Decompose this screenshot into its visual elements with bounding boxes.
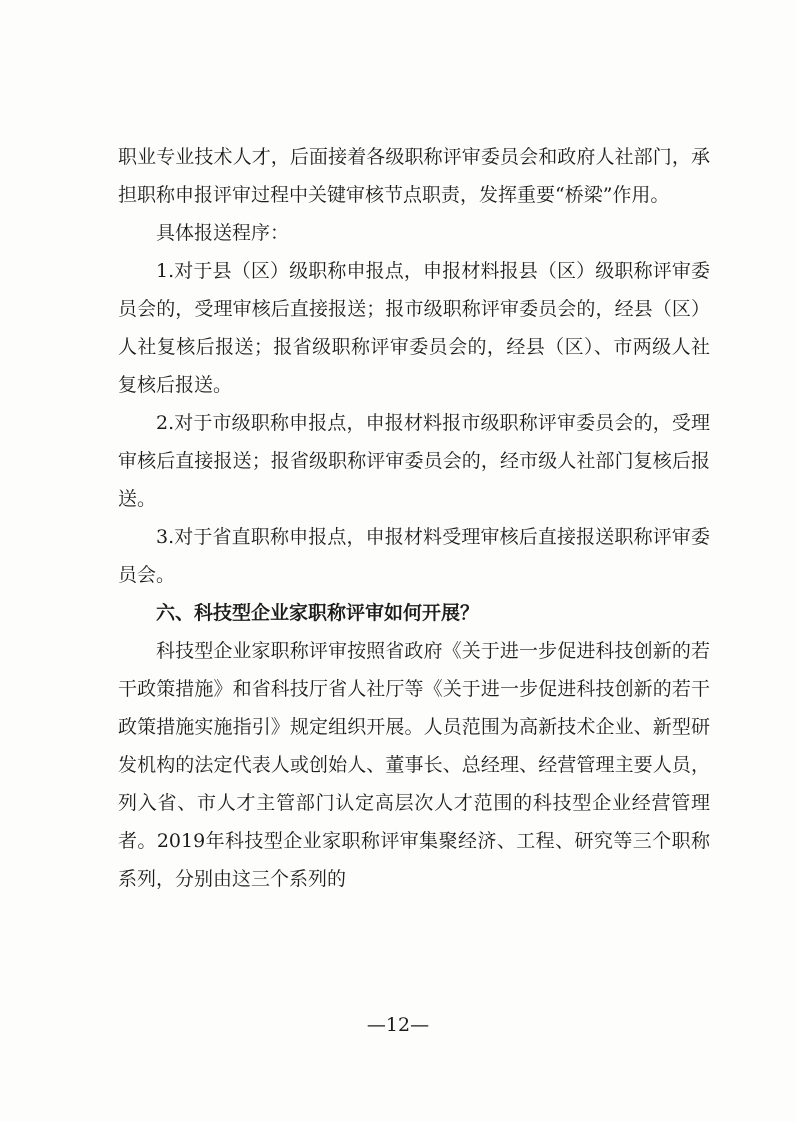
body-text: [118, 138, 710, 898]
paragraph-section-body: 科技型企业家职称评审按照省政府《关于进一步促进科技创新的若干政策措施》和省科技厅省人社厅等《关于进一步促进科技创新的若干政策措施实施指引》规定组织开展。人员范围为高新技术企业、新型研发机构的法定代表人或创始人、董事长、总经理、经营管理主要人员，列入省、市人才主管部门认定高层次人才范围的科技型企业经营管理者。2019年科技型企业家职称评审集聚经济、工程、研究等三个职称系列，分别由这三个系列的: [118, 640, 710, 890]
paragraph-continuation: 职业专业技术人才，后面接着各级职称评审委员会和政府人社部门，承担职称申报评审过程中关键审核节点职责，发挥重要“桥梁”作用。: [118, 146, 710, 206]
page-number: —12—: [366, 1014, 430, 1036]
paragraph-item-1: 1.对于县（区）级职称申报点，申报材料报县（区）级职称评审委员会的，受理审核后直接报送；报市级职称评审委员会的，经县（区）人社复核后报送；报省级职称评审委员会的，经县（区）、市两级人社复核后报送。: [118, 260, 710, 396]
paragraph-item-2: 2.对于市级职称申报点，申报材料报市级职称评审委员会的，受理审核后直接报送；报省级职称评审委员会的，经市级人社部门复核后报送。: [118, 412, 710, 510]
section-heading: 六、科技型企业家职称评审如何开展？: [156, 602, 480, 624]
paragraph-item-3: 3.对于省直职称申报点，申报材料受理审核后直接报送职称评审委员会。: [118, 526, 710, 586]
paragraph-procedure-intro: 具体报送程序：: [156, 222, 290, 244]
